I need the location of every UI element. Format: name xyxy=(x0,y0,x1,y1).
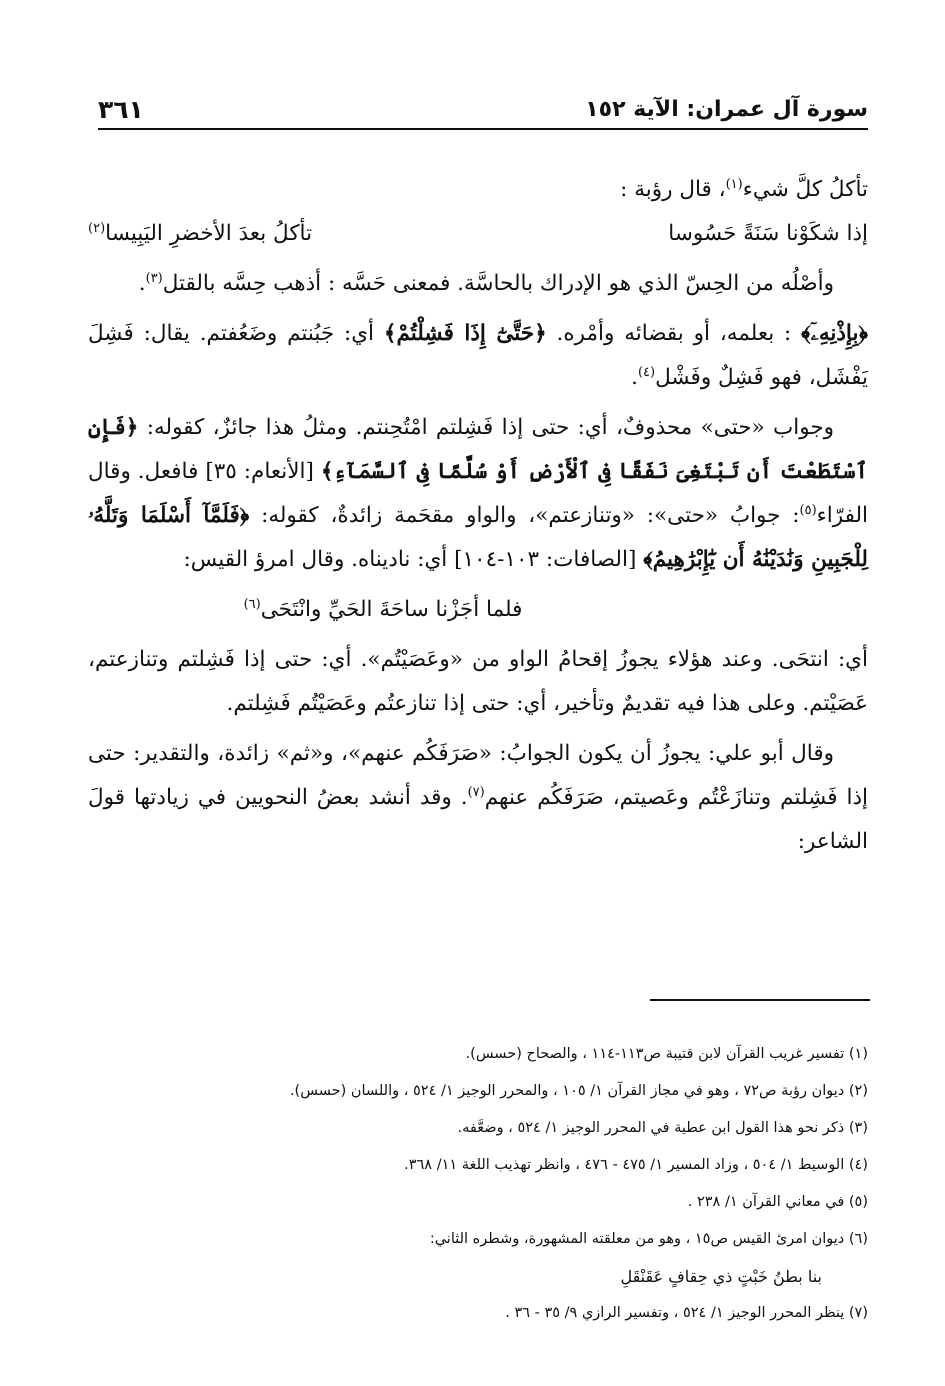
text-segment: . وقد أنشد بعضُ النحويين في زيادتها قولَ الشاعر: xyxy=(88,785,868,854)
poetry-verse-1 xyxy=(88,212,868,256)
page-number: ٣٦١ xyxy=(98,95,144,124)
text-segment: أي: انتحَى. وعند هؤلاء يجوزُ إقحامُ الواو من «وعَصَيْتُم». أي: حتى إذا فَشِلتم وتنازعتم، عَصَيْتم. وعلى هذا فيه تقديمٌ وتأخير، أي: حتى إذا تنازعتُم وعَصَيْتُم فَشِلتم. xyxy=(88,647,868,716)
footnote-separator xyxy=(650,999,870,1001)
main-text xyxy=(88,168,868,864)
paragraph-3 xyxy=(88,312,868,400)
quran-quote: ﴿حَتَّىٰٓ إِذَا فَشِلْتُمْ﴾ xyxy=(383,321,547,346)
text-segment: [الصافات: ١٠٣-١٠٤] أي: ناديناه. وقال امرؤ القيس: xyxy=(183,547,637,572)
verse-hemistich-right: إذا شكَوْنا سَنَةً حَسُوسا xyxy=(668,221,868,246)
text-segment: أي: جَبُنتم وضَعُفتم. يقال: فَشِلَ يَفْشَل، فهو فَشِلٌ وفَشْل xyxy=(88,321,868,390)
footnote-ref-4[interactable]: (٤) xyxy=(637,364,656,380)
verse-text: فلما أجَزْنا ساحَةَ الحَيِّ وانْتَحَى xyxy=(260,597,523,622)
text-segment: وجواب «حتى» محذوفٌ، أي: حتى إذا فَشِلتم امْتُحِنتم. ومثلُ هذا جائزٌ، كقوله: xyxy=(146,415,834,440)
text-segment: وقال أبو علي: يجوزُ أن يكون الجوابُ: «صَرَفَكُم عنهم»، و«ثم» زائدة، والتقدير: حتى إذا فَشِلتم وتنازَعْتُم وعَصيتم، صَرَفَكُم عنهم xyxy=(88,741,869,810)
footnote-ref-7[interactable]: (٧) xyxy=(467,784,485,800)
text-segment: ، قال رؤبة : xyxy=(620,177,726,202)
quran-quote: ﴿بِإِذْنِهِۦٓ﴾ xyxy=(801,321,868,346)
footnote-ref-3[interactable]: (٣) xyxy=(145,270,163,286)
footnotes xyxy=(98,1036,868,1332)
verse-hemistich-left xyxy=(88,212,312,256)
footnote-2: (٢) ديوان رؤبة ص٧٢ ، وهو في مجاز القرآن ١/ ١٠٥ ، والمحرر الوجيز ١/ ٥٢٤ ، واللسان (حسس). xyxy=(289,1083,868,1099)
page-header xyxy=(98,88,868,130)
footnote-5: (٥) في معاني القرآن ١/ ٢٣٨ . xyxy=(687,1194,868,1210)
footnote-7: (٧) ينظر المحرر الوجيز ١/ ٥٢٤ ، وتفسير الرازي ٩/ ٣٥ - ٣٦ . xyxy=(505,1305,868,1321)
text-segment: : بعلمه، أو بقضائه وأمْره. xyxy=(556,321,792,346)
paragraph-6 xyxy=(88,732,868,864)
poetry-verse-2 xyxy=(88,588,868,632)
footnote-ref-6[interactable]: (٦) xyxy=(243,596,261,612)
footnote-4: (٤) الوسيط ١/ ٥٠٤ ، وزاد المسير ١/ ٤٧٥ - ٤٧٦ ، وانظر تهذيب اللغة ١١/ ٣٦٨. xyxy=(404,1157,868,1173)
text-segment: . xyxy=(138,271,146,296)
footnote-1: (١) تفسير غريب القرآن لابن قتيبة ص١١٣-١١٤ ، والصحاح (حسس). xyxy=(465,1046,868,1062)
paragraph-2 xyxy=(88,262,868,306)
running-title: سورة آل عمران: الآية ١٥٢ xyxy=(585,97,868,122)
footnote-3: (٣) ذكر نحو هذا القول ابن عطية في المحرر الوجيز ١/ ٥٢٤ ، وضعَّفه. xyxy=(457,1120,868,1136)
footnote-6-verse: بنا بطنُ خَبْتٍ ذي حِقافٍ عَقَنْقَلِ xyxy=(620,1267,822,1286)
text-segment: وأصْلُه من الحِسّ الذي هو الإدراك بالحاسَّة. فمعنى حَسَّه : أذهب حِسَّه بالقتل xyxy=(162,271,834,296)
text-segment: : جوابُ «حتى»: «وتنازعتم»، والواو مقحَمة زائدةٌ، كقوله: xyxy=(261,503,800,528)
text-segment: [الأنعام: ٣٥] فافعل. وقال الفرّاء xyxy=(88,459,868,528)
paragraph-5 xyxy=(88,638,868,726)
quran-quote: ﴿فَلَمَّآ أَسْلَمَا وَتَلَّهُۥ لِلْجَبِينِ وَنَٰدَيْنَٰهُ أَن يَٰٓإِبْرَٰهِيمُ﴾ xyxy=(88,503,868,572)
quran-quote: ﴿فَإِنِ ٱسْتَطَعْتَ أَن تَبْتَغِىَ نَفَقًا فِى ٱلْأَرْضِ أَوْ سُلَّمًا فِى ٱلسَّمَآءِ﴾ xyxy=(88,415,869,484)
footnote-6: (٦) ديوان امرئ القيس ص١٥ ، وهو من معلقته المشهورة، وشطره الثاني: xyxy=(429,1231,868,1247)
verse-text: تأكلُ بعدَ الأخضرِ اليَبِيسا xyxy=(105,221,313,246)
footnote-ref-5[interactable]: (٥) xyxy=(799,502,817,518)
paragraph-4 xyxy=(88,406,868,582)
text-segment: . xyxy=(631,365,638,390)
footnote-ref-1[interactable]: (١) xyxy=(725,176,743,192)
paragraph-1 xyxy=(88,168,868,212)
footnote-ref-2[interactable]: (٢) xyxy=(88,220,106,236)
text-segment: تأكلُ كلَّ شيء xyxy=(742,177,868,202)
